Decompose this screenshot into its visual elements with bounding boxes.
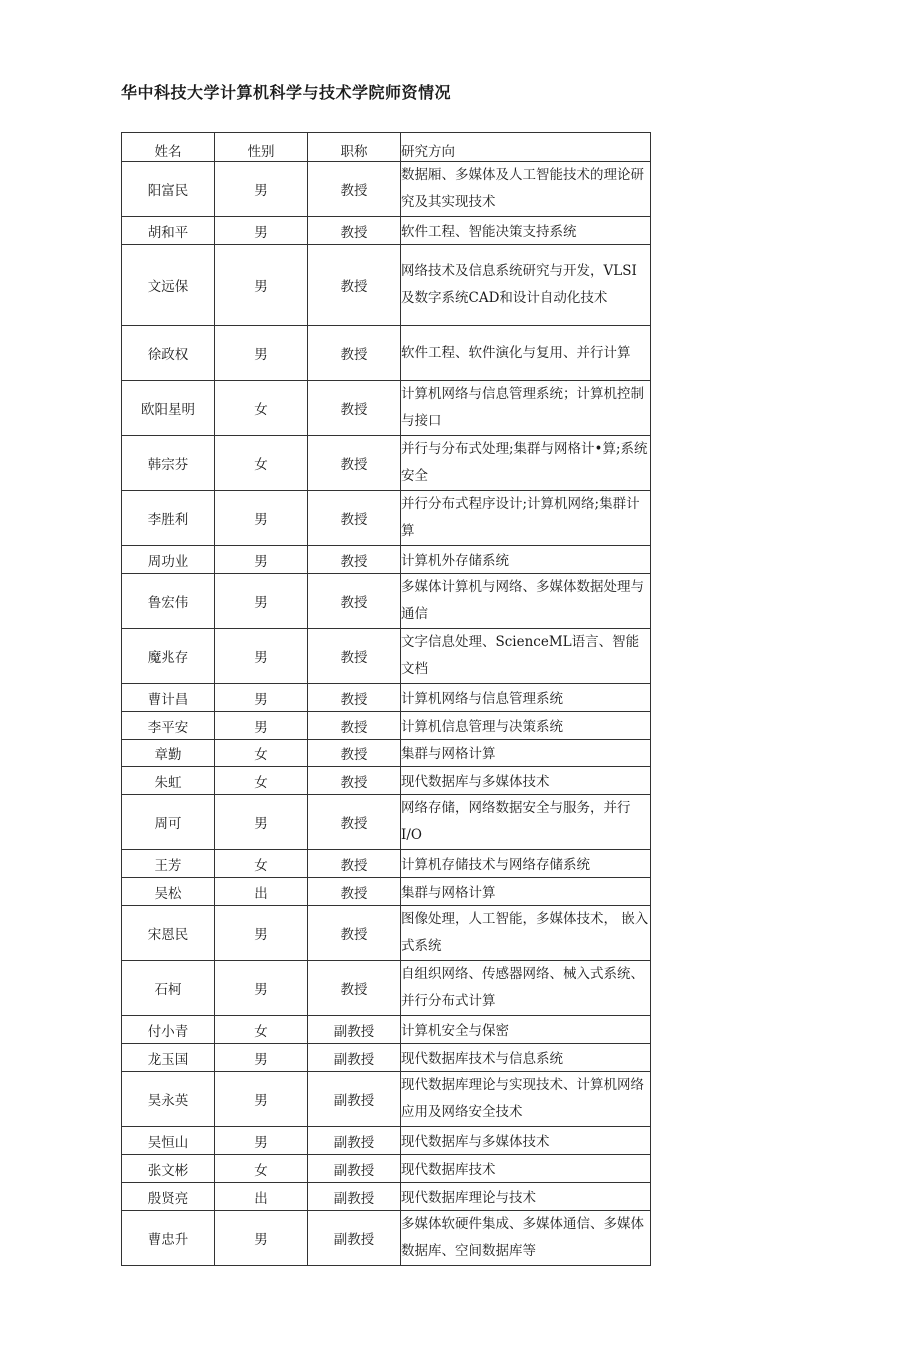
cell-name: 付小青	[122, 1016, 215, 1044]
cell-name: 曹计昌	[122, 684, 215, 712]
cell-gender: 男	[215, 162, 308, 217]
cell-name: 殷贤亮	[122, 1183, 215, 1211]
table-row	[122, 381, 651, 436]
table-row	[122, 1127, 651, 1155]
table-row	[122, 961, 651, 1016]
table-header-row	[122, 133, 651, 162]
cell-gender: 男	[215, 906, 308, 961]
cell-title: 教授	[308, 740, 401, 767]
table-row	[122, 1016, 651, 1044]
table-row	[122, 878, 651, 906]
cell-title: 教授	[308, 491, 401, 546]
table-row	[122, 491, 651, 546]
header-gender: 性别	[215, 133, 308, 162]
cell-name: 王芳	[122, 850, 215, 878]
table-row	[122, 1072, 651, 1127]
cell-name: 李胜利	[122, 491, 215, 546]
cell-gender: 男	[215, 1211, 308, 1266]
cell-name: 文远保	[122, 245, 215, 326]
cell-title: 教授	[308, 684, 401, 712]
cell-gender: 女	[215, 850, 308, 878]
cell-name: 昊永英	[122, 1072, 215, 1127]
cell-name: 张文彬	[122, 1155, 215, 1183]
cell-name: 胡和平	[122, 217, 215, 245]
cell-name: 韩宗芬	[122, 436, 215, 491]
cell-research: 并行与分布式处理;集群与网格计•算;系统安全	[401, 436, 651, 491]
cell-gender: 男	[215, 1127, 308, 1155]
cell-title: 教授	[308, 381, 401, 436]
cell-gender: 男	[215, 326, 308, 381]
cell-name: 周功业	[122, 546, 215, 574]
cell-name: 朱虹	[122, 767, 215, 795]
cell-title: 教授	[308, 217, 401, 245]
cell-research: 软件工程、软件演化与复用、并行计算	[401, 326, 651, 381]
cell-gender: 男	[215, 1044, 308, 1072]
cell-title: 副教授	[308, 1183, 401, 1211]
faculty-table	[121, 132, 651, 1266]
cell-gender: 男	[215, 712, 308, 740]
cell-name: 龙玉国	[122, 1044, 215, 1072]
table-row	[122, 574, 651, 629]
cell-research: 计算机网络与信息管理系统	[401, 684, 651, 712]
cell-name: 鲁宏伟	[122, 574, 215, 629]
cell-research: 现代数据库理论与技术	[401, 1183, 651, 1211]
cell-name: 魔兆存	[122, 629, 215, 684]
cell-title: 教授	[308, 795, 401, 850]
cell-title: 教授	[308, 961, 401, 1016]
cell-name: 章勤	[122, 740, 215, 767]
cell-research: 数据厢、多媒体及人工智能技术的理论研究及其实现技术	[401, 162, 651, 217]
cell-name: 欧阳星明	[122, 381, 215, 436]
cell-research: 并行分布式程序设计;计算机网络;集群计算	[401, 491, 651, 546]
table-row	[122, 795, 651, 850]
cell-research: 现代数据库技术	[401, 1155, 651, 1183]
cell-research: 多媒体软硬件集成、多媒体通信、多媒体数据库、空间数据库等	[401, 1211, 651, 1266]
cell-research: 图像处理，人工智能，多媒体技术， 嵌入式系统	[401, 906, 651, 961]
cell-research: 现代数据库与多媒体技术	[401, 1127, 651, 1155]
cell-research: 网络技术及信息系统研究与开发，VLSI及数字系统CAD和设计自动化技术	[401, 245, 651, 326]
cell-name: 曹忠升	[122, 1211, 215, 1266]
cell-title: 副教授	[308, 1211, 401, 1266]
cell-title: 副教授	[308, 1044, 401, 1072]
table-row	[122, 629, 651, 684]
cell-title: 教授	[308, 712, 401, 740]
table-row	[122, 162, 651, 217]
cell-gender: 女	[215, 740, 308, 767]
cell-gender: 男	[215, 1072, 308, 1127]
cell-research: 计算机外存储系统	[401, 546, 651, 574]
cell-title: 教授	[308, 850, 401, 878]
cell-gender: 女	[215, 1016, 308, 1044]
cell-research: 集群与网格计算	[401, 740, 651, 767]
cell-gender: 男	[215, 546, 308, 574]
cell-title: 教授	[308, 767, 401, 795]
table-row	[122, 684, 651, 712]
cell-title: 教授	[308, 574, 401, 629]
cell-gender: 女	[215, 1155, 308, 1183]
header-research: 研究方向	[401, 133, 651, 162]
cell-name: 石柯	[122, 961, 215, 1016]
cell-research: 软件工程、智能决策支持系统	[401, 217, 651, 245]
cell-title: 教授	[308, 878, 401, 906]
table-row	[122, 1155, 651, 1183]
faculty-table-body	[122, 162, 651, 1266]
cell-name: 阳富民	[122, 162, 215, 217]
cell-name: 李平安	[122, 712, 215, 740]
cell-title: 教授	[308, 546, 401, 574]
cell-research: 自组织网络、传感器网络、械入式系统、并行分布式计算	[401, 961, 651, 1016]
cell-title: 副教授	[308, 1072, 401, 1127]
document-title: 华中科技大学计算机科学与技术学院师资情况	[121, 83, 452, 102]
cell-research: 计算机网络与信息管理系统；计算机控制与接口	[401, 381, 651, 436]
cell-title: 副教授	[308, 1016, 401, 1044]
table-row	[122, 850, 651, 878]
cell-gender: 男	[215, 629, 308, 684]
header-name: 姓名	[122, 133, 215, 162]
cell-research: 集群与网格计算	[401, 878, 651, 906]
table-row	[122, 326, 651, 381]
cell-title: 教授	[308, 436, 401, 491]
cell-title: 教授	[308, 162, 401, 217]
cell-research: 计算机信息管理与决策系统	[401, 712, 651, 740]
cell-gender: 男	[215, 961, 308, 1016]
cell-title: 副教授	[308, 1127, 401, 1155]
cell-research: 现代数据库理论与实现技术、计算机网络应用及网络安全技术	[401, 1072, 651, 1127]
header-title: 职称	[308, 133, 401, 162]
table-row	[122, 1183, 651, 1211]
cell-title: 副教授	[308, 1155, 401, 1183]
table-row	[122, 1044, 651, 1072]
cell-gender: 男	[215, 574, 308, 629]
cell-title: 教授	[308, 326, 401, 381]
cell-gender: 女	[215, 767, 308, 795]
cell-gender: 出	[215, 1183, 308, 1211]
cell-gender: 女	[215, 436, 308, 491]
cell-research: 计算机存储技术与网络存储系统	[401, 850, 651, 878]
cell-name: 吴恒山	[122, 1127, 215, 1155]
cell-title: 教授	[308, 629, 401, 684]
cell-gender: 男	[215, 491, 308, 546]
cell-title: 教授	[308, 906, 401, 961]
cell-gender: 出	[215, 878, 308, 906]
cell-name: 周可	[122, 795, 215, 850]
cell-gender: 女	[215, 381, 308, 436]
table-row	[122, 1211, 651, 1266]
cell-research: 文字信息处理、ScienceML语言、智能文档	[401, 629, 651, 684]
cell-research: 网络存储，网络数据安全与服务，并行I/O	[401, 795, 651, 850]
cell-research: 现代数据库与多媒体技术	[401, 767, 651, 795]
cell-name: 宋恩民	[122, 906, 215, 961]
cell-name: 徐政权	[122, 326, 215, 381]
cell-gender: 男	[215, 217, 308, 245]
cell-research: 多媒体计算机与网络、多媒体数据处理与通信	[401, 574, 651, 629]
table-row	[122, 546, 651, 574]
table-row	[122, 740, 651, 767]
table-row	[122, 217, 651, 245]
cell-title: 教授	[308, 245, 401, 326]
cell-gender: 男	[215, 795, 308, 850]
cell-name: 吴松	[122, 878, 215, 906]
cell-research: 现代数据库技术与信息系统	[401, 1044, 651, 1072]
cell-gender: 男	[215, 245, 308, 326]
table-row	[122, 436, 651, 491]
table-row	[122, 245, 651, 326]
table-row	[122, 906, 651, 961]
table-row	[122, 767, 651, 795]
cell-research: 计算机安全与保密	[401, 1016, 651, 1044]
table-row	[122, 712, 651, 740]
cell-gender: 男	[215, 684, 308, 712]
